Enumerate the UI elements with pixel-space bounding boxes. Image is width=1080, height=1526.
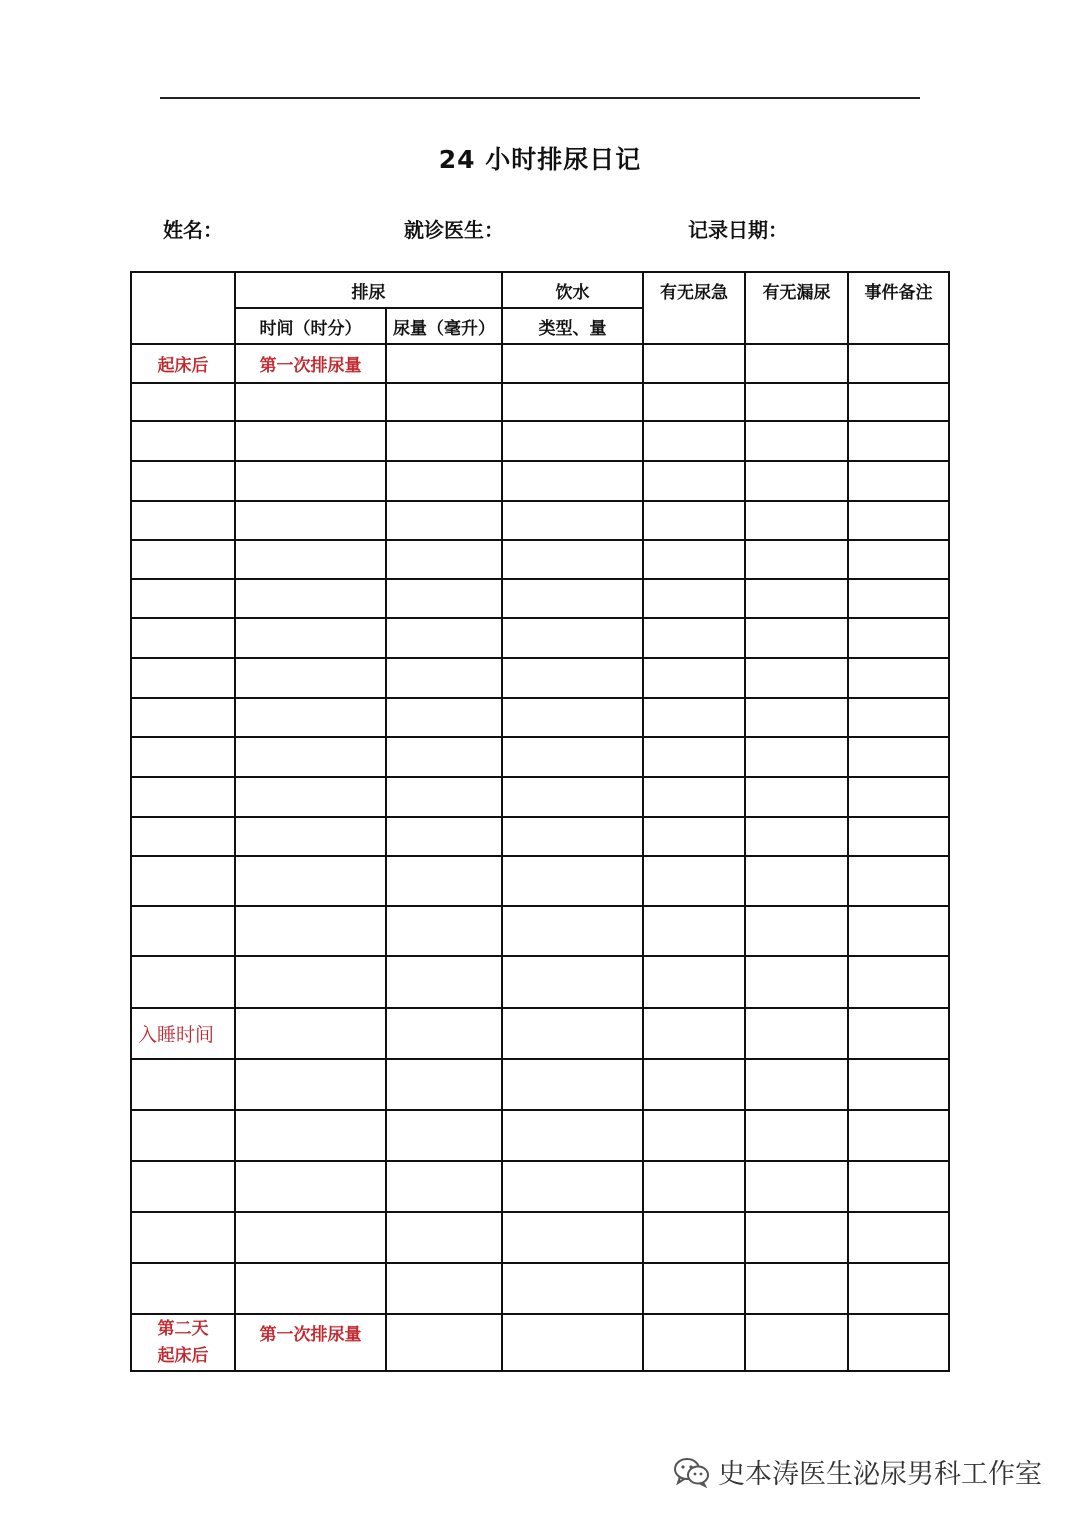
- table-cell[interactable]: [848, 1212, 949, 1263]
- watermark: [672, 1452, 1042, 1491]
- table-cell[interactable]: [745, 461, 848, 501]
- table-cell[interactable]: [643, 1314, 745, 1371]
- table-cell[interactable]: [131, 737, 235, 777]
- table-cell[interactable]: [848, 344, 949, 383]
- table-cell[interactable]: [386, 579, 502, 618]
- table-cell[interactable]: [745, 540, 848, 579]
- table-row: [131, 383, 949, 421]
- table-cell[interactable]: [643, 1161, 745, 1212]
- table-cell[interactable]: [235, 817, 386, 856]
- table-cell[interactable]: [643, 658, 745, 698]
- table-cell[interactable]: [745, 698, 848, 737]
- header-volume: 尿量（毫升）: [386, 308, 502, 344]
- table-cell[interactable]: [643, 1212, 745, 1263]
- table-cell[interactable]: [848, 1059, 949, 1110]
- table-cell[interactable]: [131, 501, 235, 540]
- header-blank-cell: [131, 272, 235, 344]
- table-cell[interactable]: [235, 1212, 386, 1263]
- row-label-sleep: 入睡时间: [131, 1008, 235, 1059]
- table-cell[interactable]: [643, 906, 745, 956]
- table-cell[interactable]: [386, 1110, 502, 1161]
- table-cell[interactable]: [131, 956, 235, 1008]
- table-cell[interactable]: [848, 737, 949, 777]
- table-cell[interactable]: [745, 579, 848, 618]
- table-cell[interactable]: [502, 618, 643, 658]
- table-cell[interactable]: [131, 1161, 235, 1212]
- table-row: [131, 461, 949, 501]
- table-cell[interactable]: [643, 737, 745, 777]
- table-cell[interactable]: [131, 817, 235, 856]
- urination-diary-table: [130, 271, 950, 1372]
- header-leakage: 有无漏尿: [745, 272, 848, 344]
- table-row: [131, 777, 949, 817]
- table-row: [131, 658, 949, 698]
- table-cell[interactable]: [131, 1059, 235, 1110]
- table-cell[interactable]: [235, 461, 386, 501]
- table-cell[interactable]: [131, 421, 235, 461]
- header-urination: 排尿: [235, 272, 502, 308]
- table-cell[interactable]: [235, 1263, 386, 1314]
- table-cell[interactable]: [745, 501, 848, 540]
- table-cell[interactable]: [131, 856, 235, 906]
- wechat-icon: [672, 1456, 712, 1488]
- top-rule: [160, 97, 920, 99]
- table-cell[interactable]: [386, 540, 502, 579]
- table-cell[interactable]: [235, 1161, 386, 1212]
- table-cell[interactable]: [848, 383, 949, 421]
- table-cell[interactable]: [131, 698, 235, 737]
- table-cell[interactable]: [386, 1059, 502, 1110]
- table-cell[interactable]: [848, 856, 949, 906]
- table-cell[interactable]: [386, 1008, 502, 1059]
- table-cell[interactable]: [745, 658, 848, 698]
- table-cell[interactable]: [745, 421, 848, 461]
- table-cell[interactable]: [745, 618, 848, 658]
- page-title: 24 小时排尿日记: [438, 145, 642, 174]
- table-cell[interactable]: [386, 1263, 502, 1314]
- table-cell[interactable]: [386, 856, 502, 906]
- header-water: 饮水: [502, 272, 643, 308]
- table-cell[interactable]: [235, 698, 386, 737]
- table-cell[interactable]: [848, 540, 949, 579]
- table-cell[interactable]: [502, 1059, 643, 1110]
- table-cell[interactable]: [745, 956, 848, 1008]
- table-cell[interactable]: [235, 906, 386, 956]
- table-cell[interactable]: [745, 1263, 848, 1314]
- table-cell[interactable]: [643, 540, 745, 579]
- table-cell[interactable]: [235, 777, 386, 817]
- header-type-amount: 类型、量: [502, 308, 643, 344]
- table-cell[interactable]: [235, 956, 386, 1008]
- table-cell[interactable]: [848, 461, 949, 501]
- table-cell[interactable]: [386, 906, 502, 956]
- table-cell[interactable]: [131, 383, 235, 421]
- table-cell[interactable]: [502, 817, 643, 856]
- table-cell[interactable]: [848, 906, 949, 956]
- table-row: [131, 737, 949, 777]
- header-notes: 事件备注: [848, 272, 949, 344]
- table-cell[interactable]: [643, 1059, 745, 1110]
- table-cell[interactable]: [235, 1008, 386, 1059]
- table-cell[interactable]: [502, 856, 643, 906]
- table-cell[interactable]: [745, 1059, 848, 1110]
- table-cell[interactable]: [386, 956, 502, 1008]
- row-day2-first-void: 第一次排尿量: [235, 1314, 386, 1371]
- table-cell[interactable]: [643, 856, 745, 906]
- date-field-label: 记录日期：: [688, 218, 788, 242]
- table-cell[interactable]: [502, 658, 643, 698]
- table-cell[interactable]: [502, 344, 643, 383]
- table-cell[interactable]: [643, 817, 745, 856]
- table-cell[interactable]: [235, 737, 386, 777]
- table-cell[interactable]: [386, 1314, 502, 1371]
- table-cell[interactable]: [745, 817, 848, 856]
- table-cell[interactable]: [386, 777, 502, 817]
- table-cell[interactable]: [848, 698, 949, 737]
- table-row: [131, 956, 949, 1008]
- row-first-void: 第一次排尿量: [235, 344, 386, 383]
- table-cell[interactable]: [745, 856, 848, 906]
- table-cell[interactable]: [235, 383, 386, 421]
- table-row: [131, 1161, 949, 1212]
- table-cell[interactable]: [131, 1263, 235, 1314]
- table-cell[interactable]: [502, 1161, 643, 1212]
- table-cell[interactable]: [848, 501, 949, 540]
- header-urgency: 有无尿急: [643, 272, 745, 344]
- table-cell[interactable]: [386, 461, 502, 501]
- table-cell[interactable]: [745, 906, 848, 956]
- table-cell[interactable]: [848, 1110, 949, 1161]
- table-cell[interactable]: [643, 461, 745, 501]
- table-cell[interactable]: [235, 1110, 386, 1161]
- table-cell[interactable]: [235, 856, 386, 906]
- table-row: [131, 540, 949, 579]
- table-cell[interactable]: [643, 383, 745, 421]
- table-cell[interactable]: [386, 698, 502, 737]
- table-cell[interactable]: [848, 658, 949, 698]
- header-time: 时间（时分）: [235, 308, 386, 344]
- table-cell[interactable]: [848, 1161, 949, 1212]
- row-label-day2-line1: 第二天: [157, 1318, 209, 1339]
- table-cell[interactable]: [386, 1161, 502, 1212]
- table-cell[interactable]: [745, 1314, 848, 1371]
- table-cell[interactable]: [131, 461, 235, 501]
- table-row: [131, 906, 949, 956]
- table-cell[interactable]: [502, 906, 643, 956]
- table-cell[interactable]: [235, 421, 386, 461]
- table-row: [131, 1212, 949, 1263]
- table-cell[interactable]: [235, 579, 386, 618]
- table-cell[interactable]: [502, 737, 643, 777]
- table-cell[interactable]: [386, 618, 502, 658]
- table-cell[interactable]: [131, 579, 235, 618]
- table-cell[interactable]: [502, 383, 643, 421]
- table-cell[interactable]: [502, 540, 643, 579]
- table-cell[interactable]: [386, 817, 502, 856]
- table-cell[interactable]: [745, 1212, 848, 1263]
- table-cell[interactable]: [502, 501, 643, 540]
- table-row: [131, 501, 949, 540]
- table-cell[interactable]: [643, 1110, 745, 1161]
- table-cell[interactable]: [745, 1008, 848, 1059]
- table-cell[interactable]: [502, 1110, 643, 1161]
- table-row: [131, 1110, 949, 1161]
- table-cell[interactable]: [643, 344, 745, 383]
- table-cell[interactable]: [848, 817, 949, 856]
- table-cell[interactable]: [131, 540, 235, 579]
- table-row: [131, 1059, 949, 1110]
- table-cell[interactable]: [502, 1008, 643, 1059]
- table-cell[interactable]: [386, 421, 502, 461]
- table-cell[interactable]: [848, 956, 949, 1008]
- table-cell[interactable]: [848, 421, 949, 461]
- table-cell[interactable]: [745, 1110, 848, 1161]
- table-cell[interactable]: [848, 579, 949, 618]
- table-cell[interactable]: [643, 618, 745, 658]
- doctor-field-label: 就诊医生：: [404, 218, 504, 242]
- table-cell[interactable]: [235, 618, 386, 658]
- table-cell[interactable]: [848, 1263, 949, 1314]
- table-cell[interactable]: [745, 383, 848, 421]
- table-row: [131, 579, 949, 618]
- row-label-day2-line2: 起床后: [157, 1345, 209, 1366]
- table-cell[interactable]: [502, 1263, 643, 1314]
- table-cell[interactable]: [848, 618, 949, 658]
- table-cell[interactable]: [502, 421, 643, 461]
- table-cell[interactable]: [131, 658, 235, 698]
- table-row: [131, 856, 949, 906]
- table-cell[interactable]: [131, 777, 235, 817]
- table-row: [131, 1263, 949, 1314]
- table-cell[interactable]: [502, 1314, 643, 1371]
- table-cell[interactable]: [643, 1263, 745, 1314]
- row-label-day2: [131, 1314, 235, 1371]
- table-cell[interactable]: [386, 344, 502, 383]
- table-cell[interactable]: [502, 579, 643, 618]
- table-cell[interactable]: [502, 461, 643, 501]
- table-cell[interactable]: [386, 1212, 502, 1263]
- table-row: [131, 421, 949, 461]
- table-cell[interactable]: [745, 344, 848, 383]
- table-row: [131, 698, 949, 737]
- table-cell[interactable]: [386, 658, 502, 698]
- table-row: [131, 618, 949, 658]
- table-cell[interactable]: [643, 501, 745, 540]
- table-cell[interactable]: [502, 1212, 643, 1263]
- table-cell[interactable]: [131, 1212, 235, 1263]
- table-cell[interactable]: [643, 579, 745, 618]
- table-cell[interactable]: [643, 698, 745, 737]
- table-cell[interactable]: [643, 956, 745, 1008]
- table-row: [131, 817, 949, 856]
- table-cell[interactable]: [745, 1161, 848, 1212]
- row-label-wake: 起床后: [131, 344, 235, 383]
- table-cell[interactable]: [745, 777, 848, 817]
- table-cell[interactable]: [643, 421, 745, 461]
- table-cell[interactable]: [502, 698, 643, 737]
- table-cell[interactable]: [386, 737, 502, 777]
- table-cell[interactable]: [235, 540, 386, 579]
- name-field-label: 姓名：: [163, 218, 223, 242]
- table-cell[interactable]: [643, 777, 745, 817]
- table-cell[interactable]: [131, 1110, 235, 1161]
- table-cell[interactable]: [131, 618, 235, 658]
- table-cell[interactable]: [502, 956, 643, 1008]
- table-cell[interactable]: [643, 1008, 745, 1059]
- table-cell[interactable]: [745, 737, 848, 777]
- table-cell[interactable]: [235, 501, 386, 540]
- table-cell[interactable]: [848, 1008, 949, 1059]
- table-cell[interactable]: [131, 906, 235, 956]
- table-cell[interactable]: [848, 1314, 949, 1371]
- table-cell[interactable]: [235, 1059, 386, 1110]
- table-cell[interactable]: [848, 777, 949, 817]
- table-cell[interactable]: [235, 658, 386, 698]
- table-cell[interactable]: [386, 501, 502, 540]
- watermark-text: 史本涛医生泌尿男科工作室: [718, 1459, 1042, 1490]
- table-cell[interactable]: [386, 383, 502, 421]
- table-cell[interactable]: [502, 777, 643, 817]
